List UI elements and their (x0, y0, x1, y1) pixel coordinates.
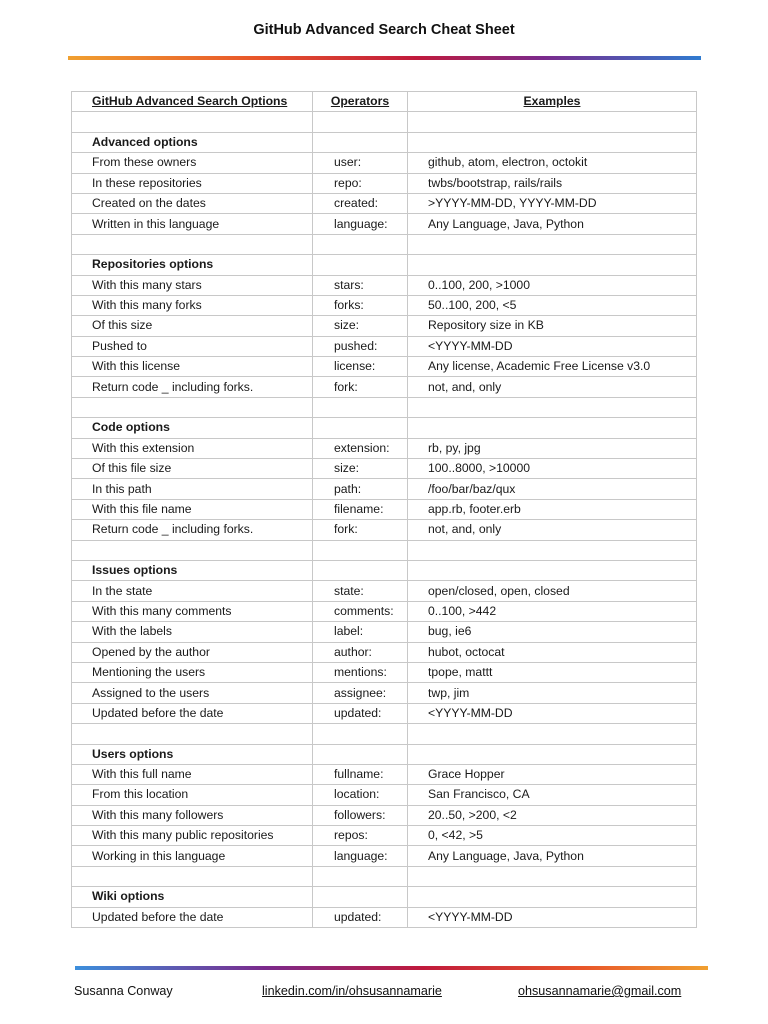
spacer-row (72, 540, 697, 560)
operator-cell: state: (313, 581, 408, 601)
example-cell: not, and, only (408, 520, 697, 540)
operator-cell: fork: (313, 520, 408, 540)
operator-cell: fork: (313, 377, 408, 397)
option-cell: Return code _ including forks. (72, 520, 313, 540)
option-cell: Mentioning the users (72, 662, 313, 682)
table-row (72, 214, 697, 234)
operator-cell (313, 234, 408, 254)
operator-cell: repos: (313, 826, 408, 846)
example-cell: open/closed, open, closed (408, 581, 697, 601)
operator-cell: user: (313, 153, 408, 173)
operator-cell (313, 540, 408, 560)
option-cell (72, 397, 313, 417)
table-row (72, 846, 697, 866)
operator-cell: comments: (313, 601, 408, 621)
table-row (72, 275, 697, 295)
footer-email-link[interactable]: ohsusannamarie@gmail.com (518, 984, 682, 998)
operator-cell (313, 560, 408, 580)
example-cell: 100..8000, >10000 (408, 459, 697, 479)
example-cell: not, and, only (408, 377, 697, 397)
table-row (72, 520, 697, 540)
example-cell (408, 887, 697, 907)
option-cell: Of this file size (72, 459, 313, 479)
table-row (72, 377, 697, 397)
operator-cell (313, 418, 408, 438)
table-row (72, 459, 697, 479)
table-row (72, 805, 697, 825)
example-cell: Repository size in KB (408, 316, 697, 336)
option-cell: With this extension (72, 438, 313, 458)
operator-cell: label: (313, 622, 408, 642)
table-row (72, 479, 697, 499)
option-cell: With this many comments (72, 601, 313, 621)
example-cell (408, 132, 697, 152)
option-cell (72, 724, 313, 744)
example-cell (408, 397, 697, 417)
example-cell: >YYYY-MM-DD, YYYY-MM-DD (408, 193, 697, 213)
operator-cell: extension: (313, 438, 408, 458)
table-row (72, 295, 697, 315)
option-cell: Created on the dates (72, 193, 313, 213)
table-row (72, 907, 697, 927)
option-cell: With this license (72, 357, 313, 377)
section-header-row (72, 418, 697, 438)
section-title: Users options (72, 744, 313, 764)
spacer-row (72, 112, 697, 132)
example-cell: bug, ie6 (408, 622, 697, 642)
option-cell (72, 234, 313, 254)
example-cell: Any Language, Java, Python (408, 214, 697, 234)
example-cell: /foo/bar/baz/qux (408, 479, 697, 499)
option-cell: Pushed to (72, 336, 313, 356)
operator-cell (313, 397, 408, 417)
operator-cell (313, 744, 408, 764)
example-cell: hubot, octocat (408, 642, 697, 662)
table-row (72, 662, 697, 682)
operator-cell: language: (313, 846, 408, 866)
header-examples: Examples (408, 92, 697, 112)
operator-cell: stars: (313, 275, 408, 295)
example-cell (408, 255, 697, 275)
example-cell (408, 418, 697, 438)
spacer-row (72, 397, 697, 417)
example-cell (408, 744, 697, 764)
option-cell: Assigned to the users (72, 683, 313, 703)
table-row (72, 336, 697, 356)
example-cell: 0, <42, >5 (408, 826, 697, 846)
operator-cell: license: (313, 357, 408, 377)
option-cell (72, 540, 313, 560)
table-row (72, 173, 697, 193)
option-cell: From this location (72, 785, 313, 805)
option-cell: With this many public repositories (72, 826, 313, 846)
option-cell: In the state (72, 581, 313, 601)
option-cell: With this many stars (72, 275, 313, 295)
section-title: Issues options (72, 560, 313, 580)
table-row (72, 826, 697, 846)
example-cell: 50..100, 200, <5 (408, 295, 697, 315)
example-cell: twp, jim (408, 683, 697, 703)
operator-cell: forks: (313, 295, 408, 315)
table-row (72, 764, 697, 784)
footer-author: Susanna Conway (74, 984, 173, 998)
operator-cell: filename: (313, 499, 408, 519)
section-header-row (72, 132, 697, 152)
example-cell: Any Language, Java, Python (408, 846, 697, 866)
operator-cell: language: (313, 214, 408, 234)
example-cell (408, 724, 697, 744)
operator-cell: repo: (313, 173, 408, 193)
table-row (72, 785, 697, 805)
operator-cell: followers: (313, 805, 408, 825)
example-cell (408, 234, 697, 254)
example-cell: twbs/bootstrap, rails/rails (408, 173, 697, 193)
example-cell: Any license, Academic Free License v3.0 (408, 357, 697, 377)
option-cell: Working in this language (72, 846, 313, 866)
table-row (72, 683, 697, 703)
page-title: GitHub Advanced Search Cheat Sheet (253, 22, 515, 38)
option-cell (72, 866, 313, 886)
table-row (72, 499, 697, 519)
option-cell: Updated before the date (72, 907, 313, 927)
search-options-table (71, 91, 697, 928)
example-cell: 20..50, >200, <2 (408, 805, 697, 825)
section-header-row (72, 744, 697, 764)
section-header-row (72, 887, 697, 907)
table-row (72, 438, 697, 458)
table-row (72, 642, 697, 662)
example-cell: 0..100, 200, >1000 (408, 275, 697, 295)
spacer-row (72, 234, 697, 254)
option-cell: With this many followers (72, 805, 313, 825)
table-row (72, 581, 697, 601)
option-cell (72, 112, 313, 132)
example-cell: Grace Hopper (408, 764, 697, 784)
example-cell: rb, py, jpg (408, 438, 697, 458)
operator-cell: updated: (313, 703, 408, 723)
option-cell: With this full name (72, 764, 313, 784)
operator-cell (313, 887, 408, 907)
example-cell: <YYYY-MM-DD (408, 703, 697, 723)
operator-cell: location: (313, 785, 408, 805)
section-title: Code options (72, 418, 313, 438)
example-cell (408, 540, 697, 560)
spacer-row (72, 724, 697, 744)
header-options: GitHub Advanced Search Options (72, 92, 313, 112)
option-cell: In this path (72, 479, 313, 499)
option-cell: Return code _ including forks. (72, 377, 313, 397)
table-row (72, 193, 697, 213)
example-cell: github, atom, electron, octokit (408, 153, 697, 173)
option-cell: With the labels (72, 622, 313, 642)
operator-cell (313, 724, 408, 744)
option-cell: With this many forks (72, 295, 313, 315)
example-cell (408, 560, 697, 580)
option-cell: Of this size (72, 316, 313, 336)
option-cell: Written in this language (72, 214, 313, 234)
operator-cell: pushed: (313, 336, 408, 356)
footer-linkedin-link[interactable]: linkedin.com/in/ohsusannamarie (262, 984, 442, 998)
header-operators: Operators (313, 92, 408, 112)
table-row (72, 153, 697, 173)
option-cell: From these owners (72, 153, 313, 173)
table-row (72, 316, 697, 336)
operator-cell: path: (313, 479, 408, 499)
example-cell: <YYYY-MM-DD (408, 336, 697, 356)
operator-cell: assignee: (313, 683, 408, 703)
table-row (72, 622, 697, 642)
operator-cell: mentions: (313, 662, 408, 682)
example-cell (408, 866, 697, 886)
table-row (72, 601, 697, 621)
example-cell (408, 112, 697, 132)
table-header-row (72, 92, 697, 112)
section-title: Advanced options (72, 132, 313, 152)
operator-cell (313, 132, 408, 152)
operator-cell: author: (313, 642, 408, 662)
section-header-row (72, 560, 697, 580)
operator-cell (313, 112, 408, 132)
spacer-row (72, 866, 697, 886)
option-cell: Opened by the author (72, 642, 313, 662)
operator-cell (313, 866, 408, 886)
example-cell: app.rb, footer.erb (408, 499, 697, 519)
option-cell: In these repositories (72, 173, 313, 193)
example-cell: San Francisco, CA (408, 785, 697, 805)
table-row (72, 703, 697, 723)
operator-cell (313, 255, 408, 275)
option-cell: With this file name (72, 499, 313, 519)
example-cell: 0..100, >442 (408, 601, 697, 621)
operator-cell: fullname: (313, 764, 408, 784)
table-row (72, 357, 697, 377)
section-title: Wiki options (72, 887, 313, 907)
operator-cell: updated: (313, 907, 408, 927)
example-cell: tpope, mattt (408, 662, 697, 682)
example-cell: <YYYY-MM-DD (408, 907, 697, 927)
bottom-gradient-divider (75, 966, 708, 970)
operator-cell: size: (313, 459, 408, 479)
top-gradient-divider (68, 56, 701, 60)
section-header-row (72, 255, 697, 275)
section-title: Repositories options (72, 255, 313, 275)
operator-cell: size: (313, 316, 408, 336)
operator-cell: created: (313, 193, 408, 213)
option-cell: Updated before the date (72, 703, 313, 723)
